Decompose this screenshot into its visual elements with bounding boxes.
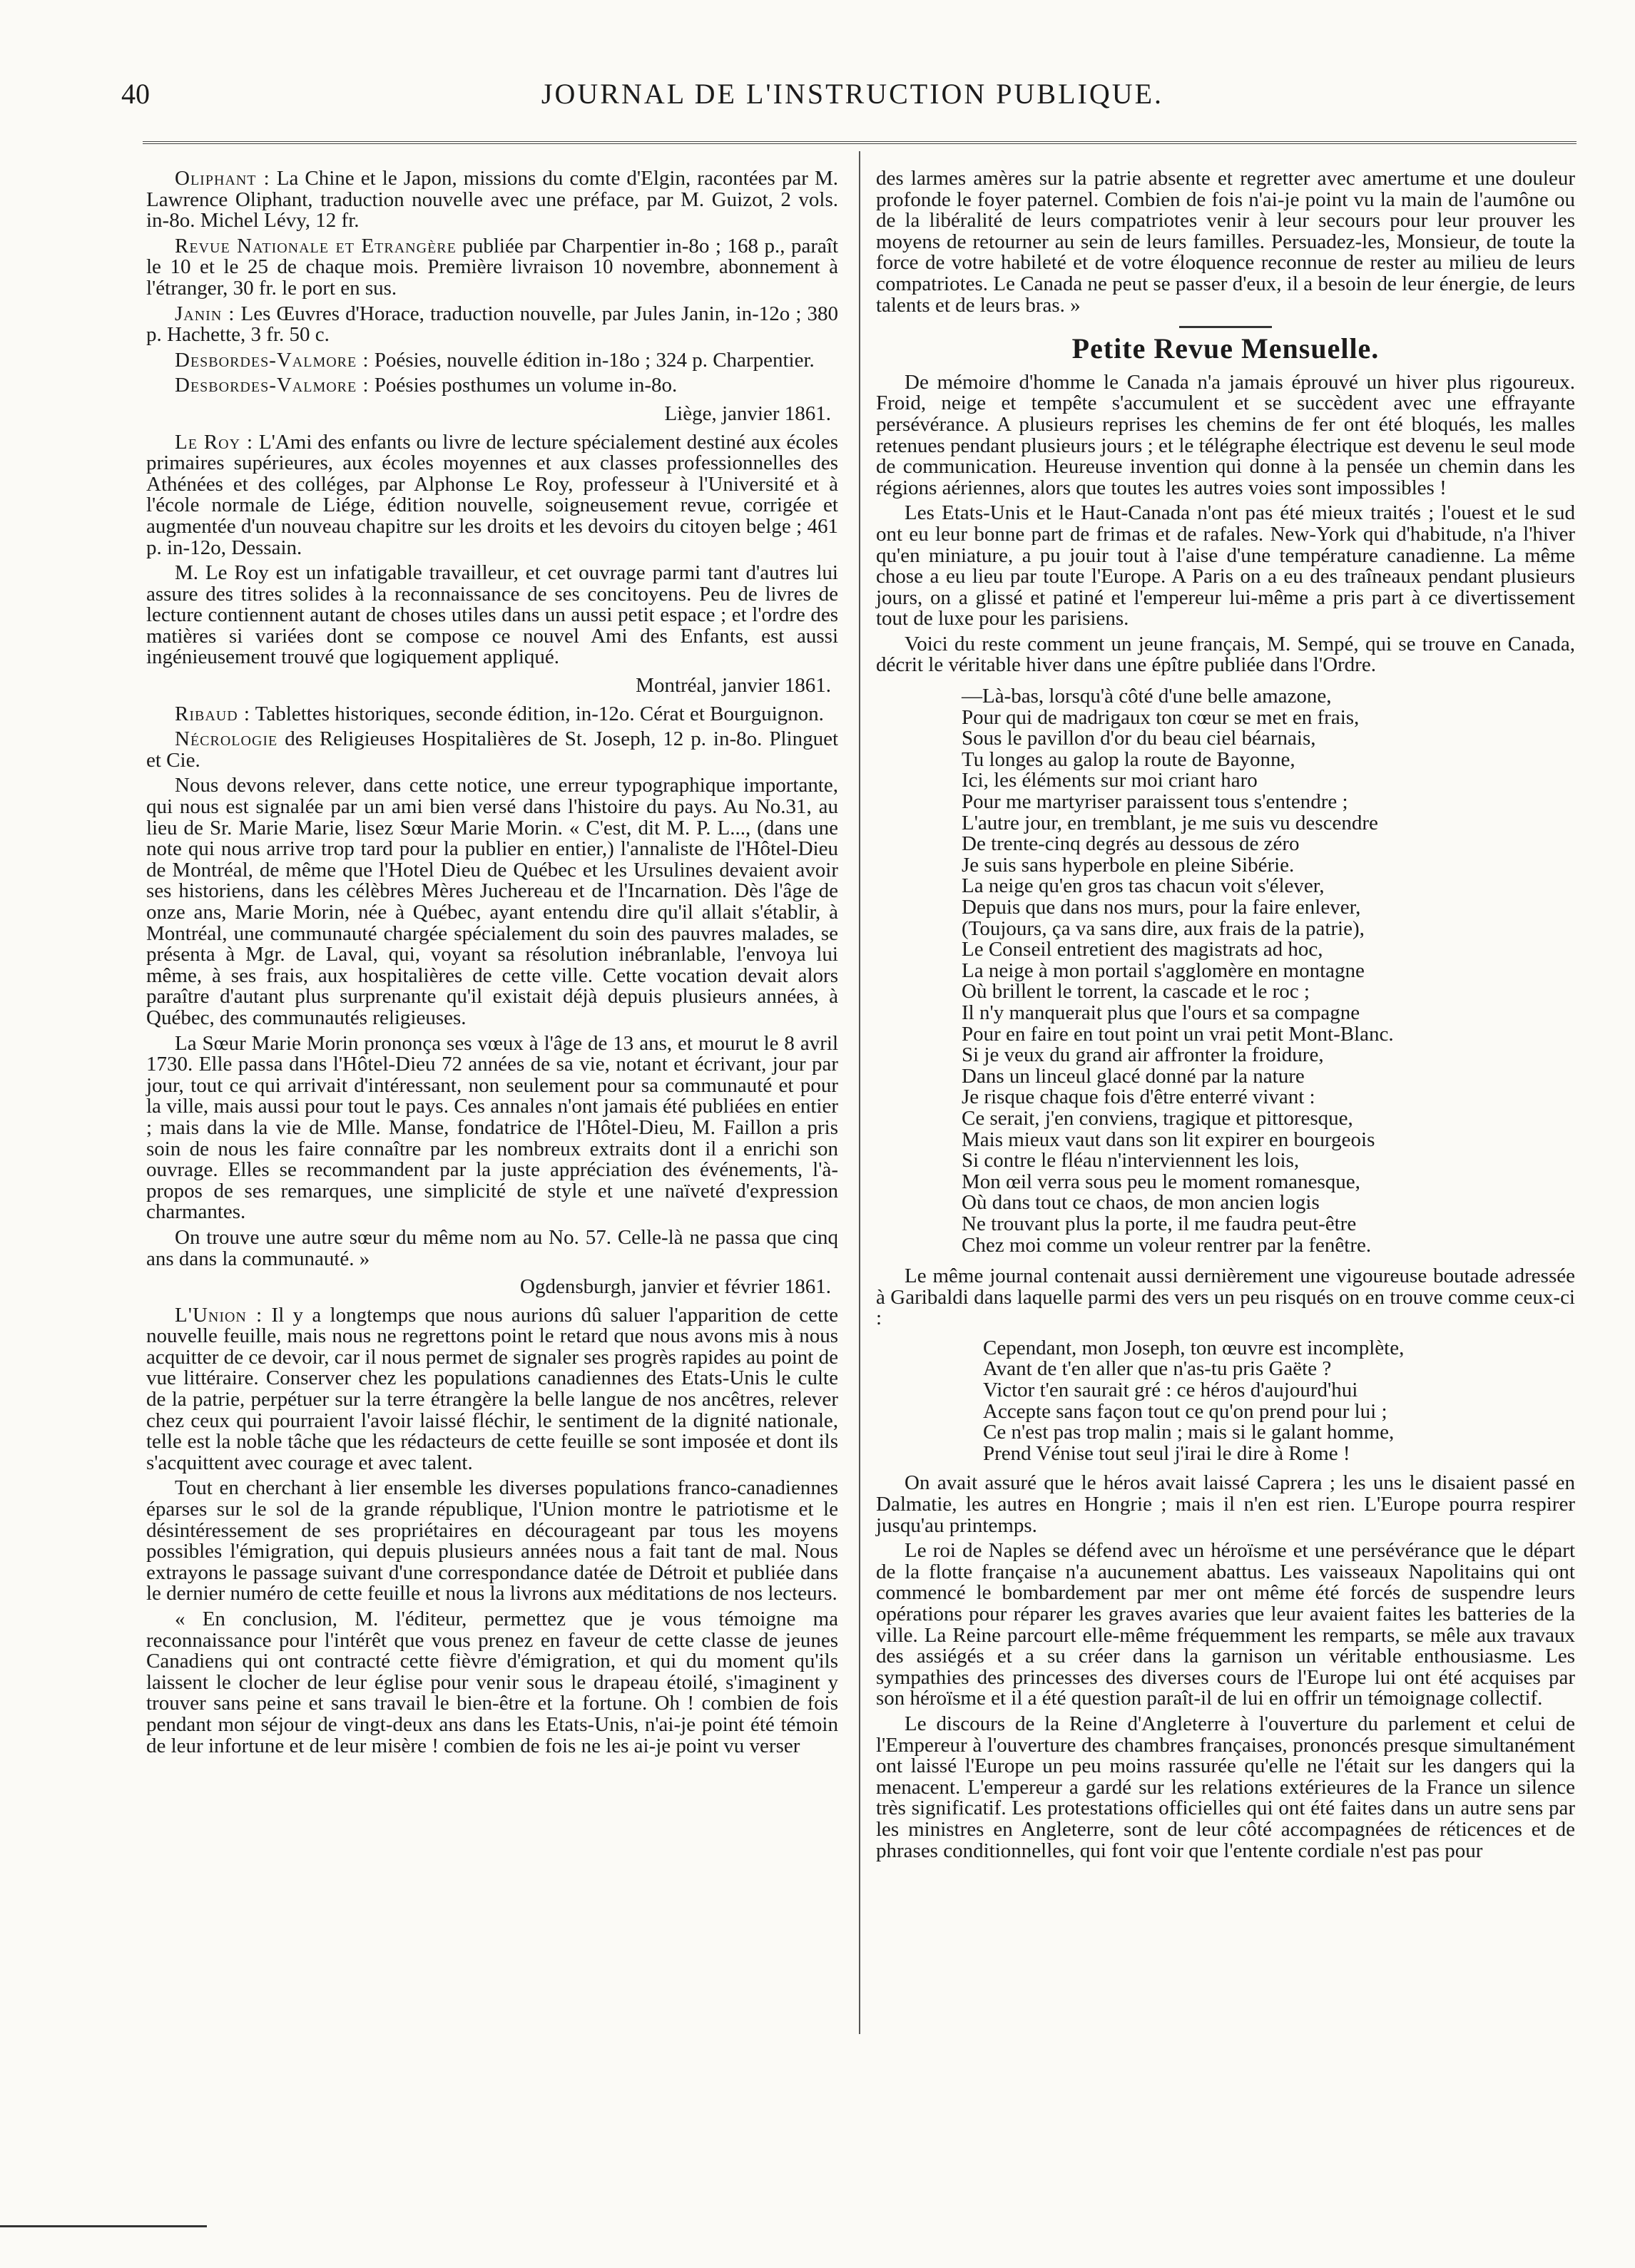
poem-line: (Toujours, ça va sans dire, aux frais de la patrie), [962,916,1365,940]
poem-line: Mais mieux vaut dans son lit expirer en bourgeois [962,1128,1375,1151]
entry-ribaud [146,704,838,725]
poem-line: —Là-bas, lorsqu'à côté d'une belle amazone, [962,685,1332,708]
poem-line: Ne trouvant plus la porte, il me faudra peut-être [962,1212,1357,1235]
poem-line: Accepte sans façon tout ce qu'on prend pour lui ; [983,1399,1387,1423]
poem-line: L'autre jour, en tremblant, je me suis vu descendre [962,811,1378,834]
paragraph: Le discours de la Reine d'Angleterre à l'ouverture du parlement et celui de l'Empereur à l'ouverture des chambres françaises, prononcés presque simultanément ont laissé l'Europe un peu moins rassurée qu'elle ne l'était sur les dangers qui la menacent. L'empereur a gardé sur les relations extérieures de la France un silence très significatif. Les protestations officielles qui ont été faites dans un autre sens par les ministres en Angleterre, sont de leur côté accompagnées de réticences et de phrases conditionnelles, qui font voir que l'entente cordiale n'est pas pour [876,1712,1575,1862]
entry-text: Poésies posthumes un volume in-8o. [374,374,678,397]
entry-lead: Desbordes-Valmore : [175,374,370,397]
dateline-montreal: Montréal, janvier 1861. [636,674,831,698]
poem-line: Où brillent le torrent, la cascade et le roc ; [962,980,1310,1003]
paragraph: Le même journal contenait aussi dernièrement une vigoureuse boutade adressée à Garibaldi dans laquelle parmi des vers un peu risqués on en trouve comme ceux-ci : [876,1265,1575,1330]
paragraph: M. Le Roy est un infatigable travailleur, et cet ouvrage parmi tant d'autres lui assure des titres solides à la reconnaissance de ses concitoyens. Peu de livres de lecture contiennent autant de choses utiles dans un aussi petit espace ; et l'ordre des matières si variées dont se compose ce nouvel Ami des Enfants, est aussi ingénieusement trouvé que logiquement appliqué. [146,561,838,669]
poem-line: De trente-cinq degrés au dessous de zéro [962,832,1300,856]
page-header [121,77,1584,127]
entry-lead: Revue Nationale et Etrangère [175,234,457,257]
poem-line: Chez moi comme un voleur rentrer par la fenêtre. [962,1233,1372,1257]
paragraph: Tout en cherchant à lier ensemble les diverses populations franco-canadiennes éparses sur le sol de la grande république, l'Union montre le patriotisme et le désintéressement de ses propriétaires en décourageant par tous les moyens possibles l'émigration, qui depuis plusieurs années nous a fait tant de mal. Nous extrayons le passage suivant d'une correspondance datée de Détroit et publiée dans le dernier numéro de cette feuille et nous la livrons aux méditations de nos lecteurs. [146,1476,838,1605]
poem-winter [962,686,1575,1256]
entry-desbordes-2 [146,375,838,397]
paragraph: Le roi de Naples se défend avec un héroïsme et une persévérance que le départ de la flotte française n'a aucunement abattus. Les vaisseaux Napolitains qui ont commencé le bombardement par mer ont même été forcés de suspendre leurs opérations pour réparer les graves avaries que leur avaient faites les batteries de la ville. La Reine parcourt elle-même fréquemment les remparts, se mêle aux travaux des assiégés et a su créer dans la garnison un véritable enthousiasme. Les sympathies des princesses des diverses cours de l'Europe lui ont été acquises par son héroïsme et il a été question paraît-il de lui en offrir un témoignage collectif. [876,1539,1575,1710]
poem-line: Si je veux du grand air affronter la froidure, [962,1043,1324,1067]
dateline-ogdensburgh: Ogdensburgh, janvier et février 1861. [520,1275,831,1299]
entry-lead: Nécrologie [175,727,278,751]
left-column [146,168,838,1761]
poem-line: Où dans tout ce chaos, de mon ancien logis [962,1191,1320,1215]
poem-line: Cependant, mon Joseph, ton œuvre est incomplète, [983,1336,1405,1359]
poem-line: Avant de t'en aller que n'as-tu pris Gaëte ? [983,1357,1332,1381]
page-number: 40 [121,78,150,110]
entry-text: Poésies, nouvelle édition in-18o ; 324 p. Charpentier. [374,348,815,372]
poem-line: Pour me martyriser paraissent tous s'entendre ; [962,790,1348,814]
poem-line: La neige à mon portail s'agglomère en montagne [962,959,1365,982]
paragraph: On avait assuré que le héros avait laissé Caprera ; les uns le disaient passé en Dalmatie, les autres en Hongrie ; mais il n'en est rien. L'Europe pourra respirer jusqu'au printemps. [876,1471,1575,1537]
entry-union [146,1305,838,1474]
poem-line: Pour qui de madrigaux ton cœur se met en frais, [962,705,1360,729]
poem-line: Le Conseil entretient des magistrats ad hoc, [962,938,1323,961]
entry-text: Les Œuvres d'Horace, traduction nouvelle, par Jules Janin, in-12o ; 380 p. Hachette, 3 fr. 50 c. [146,302,838,347]
section-divider [1179,326,1272,328]
poem-line: La neige qu'en gros tas chacun voit s'élever, [962,874,1325,898]
poem-line: Tu longes au galop la route de Bayonne, [962,747,1295,771]
paragraph: Voici du reste comment un jeune français, M. Sempé, qui se trouve en Canada, décrit le véritable hiver dans une épître publiée dans l'Ordre. [876,632,1575,677]
paragraph: De mémoire d'homme le Canada n'a jamais éprouvé un hiver plus rigoureux. Froid, neige et tempête s'accumulent et se succèdent avec une effrayante persévérance. A plusieurs reprises les chemins de fer ont été bloqués, les malles retenues pendant plusieurs jours ; et le télégraphe électrique est devenu le seul mode de communication. Heureuse invention qui donne à la pensée un chemin dans les régions aériennes, alors que toutes les autres voies sont impossibles ! [876,370,1575,499]
entry-text: des Religieuses Hospitalières de St. Joseph, 12 p. in-8o. Plinguet et Cie. [146,727,838,772]
poem-line: Ce n'est pas trop malin ; mais si le galant homme, [983,1421,1395,1444]
poem-line: Il n'y manquerait plus que l'ours et sa compagne [962,1001,1360,1024]
entry-oliphant [146,168,838,232]
entry-desbordes-1 [146,350,838,372]
poem-line: Je risque chaque fois d'être enterré vivant : [962,1086,1315,1109]
poem-line: Mon œil verra sous peu le moment romanesque, [962,1170,1360,1193]
poem-line: Pour en faire en tout point un vrai petit Mont-Blanc. [962,1022,1394,1046]
poem-line: Sous le pavillon d'or du beau ciel béarnais, [962,727,1316,750]
poem-line: Je suis sans hyperbole en pleine Sibérie. [962,853,1295,877]
entry-le-roy [146,432,838,559]
poem-garibaldi [983,1338,1575,1465]
entry-necrologie [146,729,838,771]
entry-lead: Desbordes-Valmore : [175,348,370,372]
entry-text: L'Ami des enfants ou livre de lecture spécialement destiné aux écoles primaires supérieures, aux écoles moyennes et aux classes professionnelles des Athénées et des colléges, par Alphonse Le Roy, professeur à l'Université et à l'école normale de Liége, édition nouvelle, soigneusement revue, corrigée et augmentée d'un nouveau chapitre sur les droits et les devoirs du citoyen belge ; 461 p. in-12o, Dessain. [146,430,839,559]
poem-line: Dans un linceul glacé donné par la nature [962,1064,1305,1088]
poem-line: Victor t'en saurait gré : ce héros d'aujourd'hui [983,1379,1358,1402]
entry-revue-nationale [146,236,838,300]
poem-line: Ce serait, j'en conviens, tragique et pittoresque, [962,1106,1353,1130]
entry-lead: Le Roy : [175,430,254,454]
footer-rule [0,2225,207,2227]
poem-line: Depuis que dans nos murs, pour la faire enlever, [962,896,1361,919]
entry-text: publiée par Charpentier in-8o ; 168 p., paraît le 10 et le 25 de chaque mois. Première livraison 10 novembre, abonnement à l'étranger, 30 fr. le port en sus. [146,234,839,300]
poem-line: Si contre le fléau n'interviennent les lois, [962,1149,1300,1173]
dateline-liege: Liège, janvier 1861. [664,402,831,425]
paragraph: La Sœur Marie Morin prononça ses vœux à l'âge de 13 ans, et mourut le 8 avril 1730. Elle passa dans l'Hôtel-Dieu 72 années de sa vie, notant et écrivant, jour par jour, tout ce qui arrivait d'intéressant, non seulement pour sa communauté et pour la ville, mais aussi pour tout le pays. Ces annales n'ont jamais été publiées en entier ; mais dans la vie de Mlle. Manse, fondatrice de l'Hôtel-Dieu, M. Faillon a pris soin de nous les faire connaître par les nombreux extraits dont il a enrichi son ouvrage. Elles se recommandent par la juste appréciation des événements, l'à-propos de ses remarques, une simplicité de style et une naïveté d'expression charmantes. [146,1031,838,1224]
right-column [876,168,1575,1866]
section-title: Petite Revue Mensuelle. [1071,332,1380,365]
paragraph: On trouve une autre sœur du même nom au No. 57. Celle-là ne passa que cinq ans dans la communauté. » [146,1225,838,1270]
poem-line: Prend Vénise tout seul j'irai le dire à Rome ! [983,1441,1350,1465]
poem-line: Ici, les éléments sur moi criant haro [962,769,1258,792]
entry-janin [146,304,838,346]
paragraph: des larmes amères sur la patrie absente et regretter avec amertume et une douleur profonde le foyer paternel. Combien de fois n'ai-je point vu la main de l'aumône ou de la libéralité de leurs compatriotes venir à leur secours pour leur prouver les moyens de retourner au sein de leurs familles. Persuadez-les, Monsieur, de toute la force de votre habileté et de votre éloquence reconnue de rester au milieu de leurs compatriotes. Le Canada ne peut se passer d'eux, il a besoin de leur énergie, de leurs talents et de leurs bras. » [876,167,1575,317]
paragraph: Les Etats-Unis et le Haut-Canada n'ont pas été mieux traités ; l'ouest et le sud ont eu leur bonne part de frimas et de rafales. New-York qui d'habitude, n'a l'hiver qu'en miniature, a pu jouir tout à l'aise d'une température canadienne. La même chose a eu lieu par toute l'Europe. A Paris on a eu des traîneaux pendant plusieurs jours, on a glissé et patiné et l'empereur lui-même a pris part à ce divertissement tout de luxe pour les parisiens. [876,501,1575,630]
column-divider [859,151,860,2034]
paragraph: « En conclusion, M. l'éditeur, permettez que je vous témoigne ma reconnaissance pour l'intérêt que vous prenez en faveur de cette classe de jeunes Canadiens qui ont contracté cette fièvre d'émigration, et qui du moment qu'ils laissent le clocher de leur église pour venir sous le drapeau étoilé, s'imaginent y trouver sans peine et sans travail le bien-être et la fortune. Oh ! combien de fois pendant mon séjour de vingt-deux ans dans les Etats-Unis, n'ai-je point été témoin de leur infortune et de leur misère ! combien de fois ne les ai-je point vu verser [146,1608,838,1757]
entry-text: La Chine et le Japon, missions du comte d'Elgin, racontées par M. Lawrence Oliphant, traduction nouvelle avec une préface, par M. Guizot, 2 vols. in-8o. Michel Lévy, 12 fr. [146,167,839,233]
entry-lead: Ribaud : [175,702,250,725]
journal-title: JOURNAL DE L'INSTRUCTION PUBLIQUE. [541,78,1164,110]
header-rule [143,141,1577,144]
paragraph: Nous devons relever, dans cette notice, une erreur typographique importante, qui nous est signalée par un ami bien versé dans l'histoire du pays. Au No.31, au lieu de Sr. Marie Marie, lisez Sœur Marie Morin. « C'est, dit M. P. L..., (dans une note qui nous arrive trop tard pour la publier en entier,) l'annaliste de l'Hôtel-Dieu de Montréal, de même que l'Hotel Dieu de Québec et les Ursulines devaient avoir ses historiens, dans les célèbres Mères Juchereau et de l'Incarnation. Dès l'âge de onze ans, Marie Morin, née à Québec, ayant entendu dire qu'il allait s'établir, à Montréal, une communauté chargée spécialement du soin des pauvres malades, se présenta à Mgr. de Laval, qui, voyant sa résolution inébranlable, l'envoya lui même, à ses frais, aux hospitalières de cette ville. Cette vocation devait alors paraître d'autant plus surprenante qu'il existait déjà depuis plusieurs années, à Québec, des communautés religieuses. [146,774,838,1029]
entry-lead: Oliphant : [175,167,270,190]
entry-lead: Janin : [175,302,235,325]
entry-text: Tablettes historiques, seconde édition, in-12o. Cérat et Bourguignon. [255,702,824,725]
entry-text: Il y a longtemps que nous aurions dû saluer l'apparition de cette nouvelle feuille, mais nous ne regrettons point le retard que nous avons mis à nous acquitter de ce devoir, car il nous permet de signaler ses progrès rapides au point de vue littéraire. Conserver chez les populations canadiennes des Etats-Unis le culte de la patrie, perpétuer sur la terre étrangère la belle langue de nos ancêtres, relever chez ceux qui pourraient l'avoir laissé fléchir, le sentiment de la dignité nationale, telle est la noble tâche que les rédacteurs de cette feuille se sont imposée et dont ils s'acquittent avec courage et avec talent. [146,1303,838,1474]
entry-lead: L'Union : [175,1303,263,1327]
